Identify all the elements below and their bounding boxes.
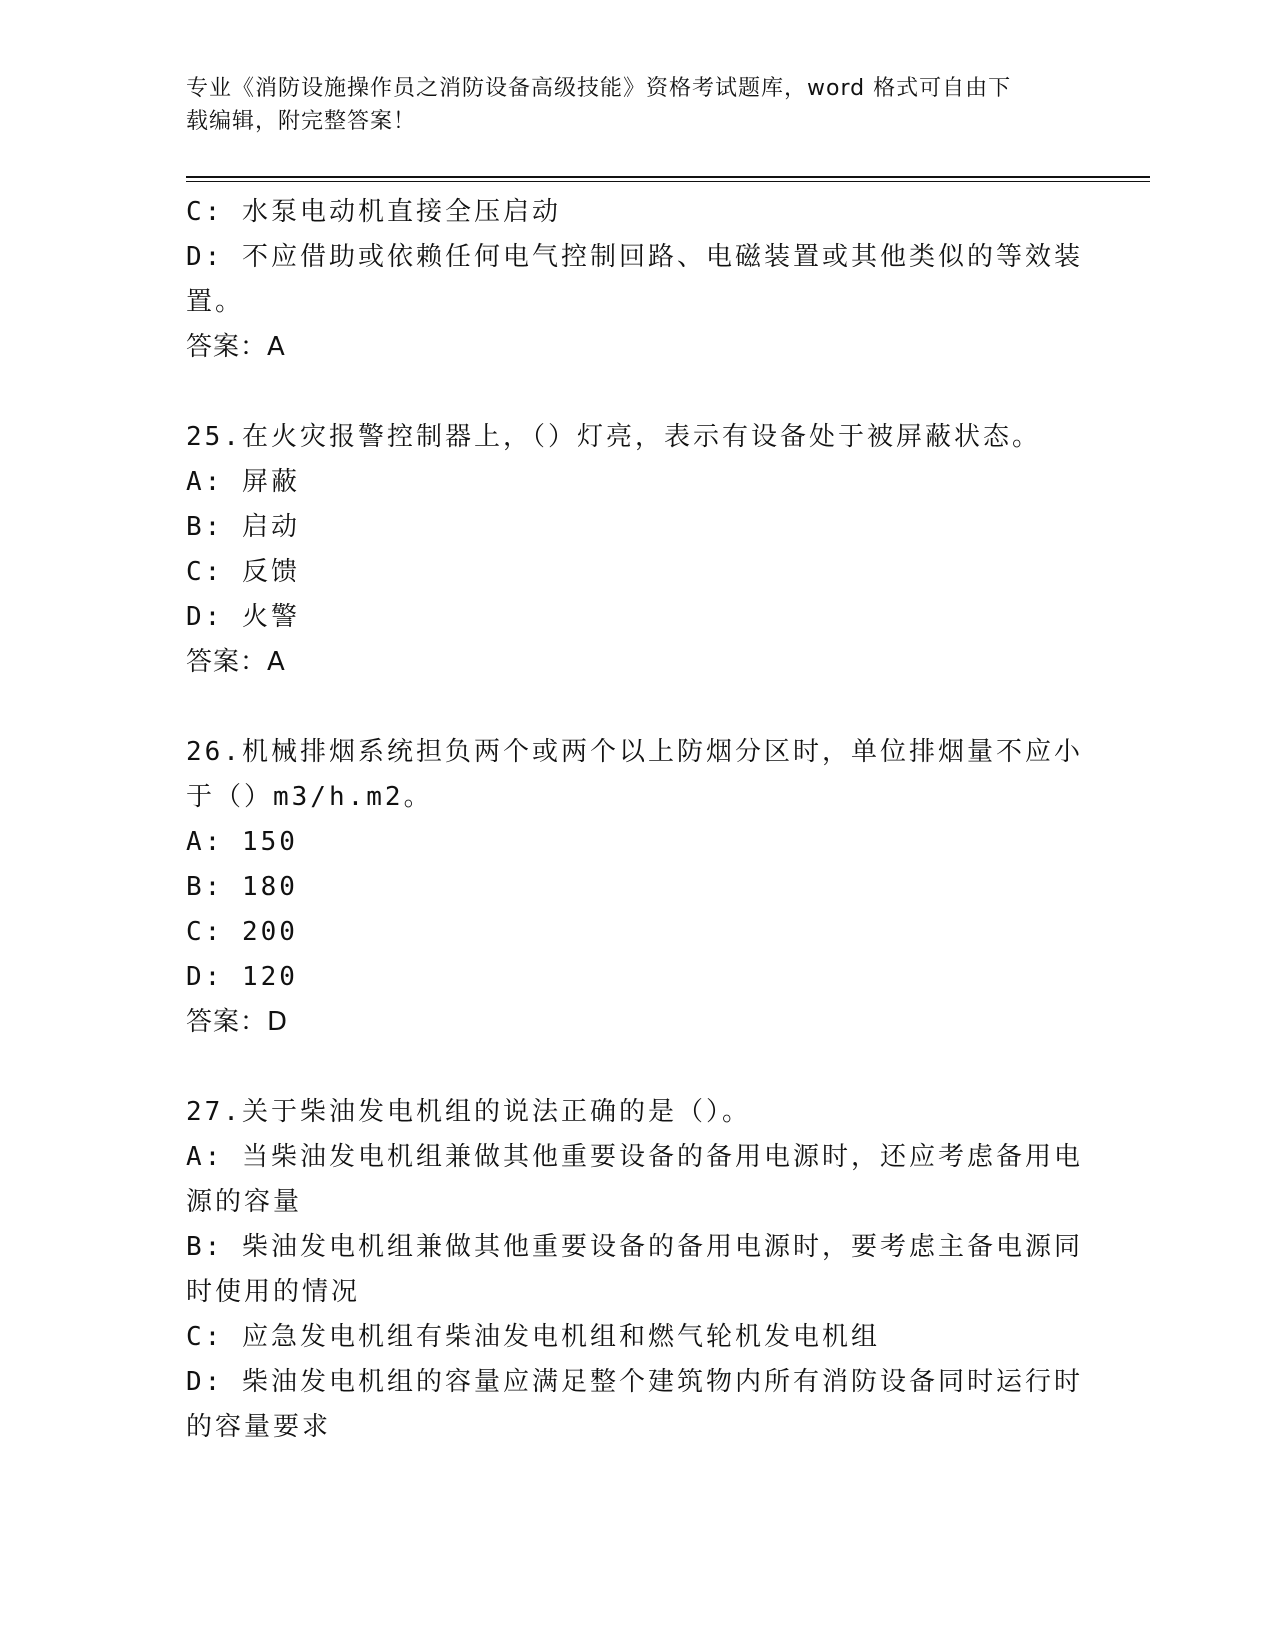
q27-option-b-line-2: 时使用的情况 xyxy=(186,1277,361,1307)
spacer xyxy=(186,685,1086,730)
question-25 xyxy=(186,415,1086,685)
q26-option-d: D: 120 xyxy=(186,962,298,992)
question-27 xyxy=(186,1090,1086,1450)
header-rule-thin xyxy=(186,181,1150,182)
question-26 xyxy=(186,730,1086,1045)
q26-option-b: B: 180 xyxy=(186,872,298,902)
q26-option-c: C: 200 xyxy=(186,917,298,947)
q24-option-c: C: 水泵电动机直接全压启动 xyxy=(186,197,561,227)
q24-option-d-line-2: 置。 xyxy=(186,287,245,317)
header-rule-thick xyxy=(186,176,1150,178)
q27-option-b-line-1: B: 柴油发电机组兼做其他重要设备的备用电源时，要考虑主备电源同 xyxy=(186,1232,1083,1262)
q24-option-d-line-1: D: 不应借助或依赖任何电气控制回路、电磁装置或其他类似的等效装 xyxy=(186,242,1083,272)
page-header xyxy=(186,72,1056,138)
q27-option-c: C: 应急发电机组有柴油发电机组和燃气轮机发电机组 xyxy=(186,1322,880,1352)
q25-option-b: B: 启动 xyxy=(186,512,300,542)
spacer xyxy=(186,370,1086,415)
q25-answer: 答案：A xyxy=(186,647,286,677)
q27-question: 27.关于柴油发电机组的说法正确的是（）。 xyxy=(186,1097,751,1127)
header-line-1: 专业《消防设施操作员之消防设备高级技能》资格考试题库，word 格式可自由下 xyxy=(186,76,1012,101)
q27-option-d-line-1: D: 柴油发电机组的容量应满足整个建筑物内所有消防设备同时运行时 xyxy=(186,1367,1083,1397)
q26-answer: 答案：D xyxy=(186,1007,289,1037)
q26-question-line-2: 于（）m3/h.m2。 xyxy=(186,782,433,812)
q26-question-line-1: 26.机械排烟系统担负两个或两个以上防烟分区时，单位排烟量不应小 xyxy=(186,737,1083,767)
q24-answer: 答案：A xyxy=(186,332,286,362)
q25-question: 25.在火灾报警控制器上，（）灯亮，表示有设备处于被屏蔽状态。 xyxy=(186,422,1041,452)
q27-option-a-line-2: 源的容量 xyxy=(186,1187,303,1217)
q25-option-d: D: 火警 xyxy=(186,602,300,632)
q25-option-a: A: 屏蔽 xyxy=(186,467,300,497)
document-body xyxy=(186,190,1086,1450)
q26-option-a: A: 150 xyxy=(186,827,298,857)
q27-option-a-line-1: A: 当柴油发电机组兼做其他重要设备的备用电源时，还应考虑备用电 xyxy=(186,1142,1083,1172)
q27-option-d-line-2: 的容量要求 xyxy=(186,1412,332,1442)
spacer xyxy=(186,1045,1086,1090)
q25-option-c: C: 反馈 xyxy=(186,557,300,587)
header-line-2: 载编辑，附完整答案！ xyxy=(186,109,417,134)
question-24-tail xyxy=(186,190,1086,370)
